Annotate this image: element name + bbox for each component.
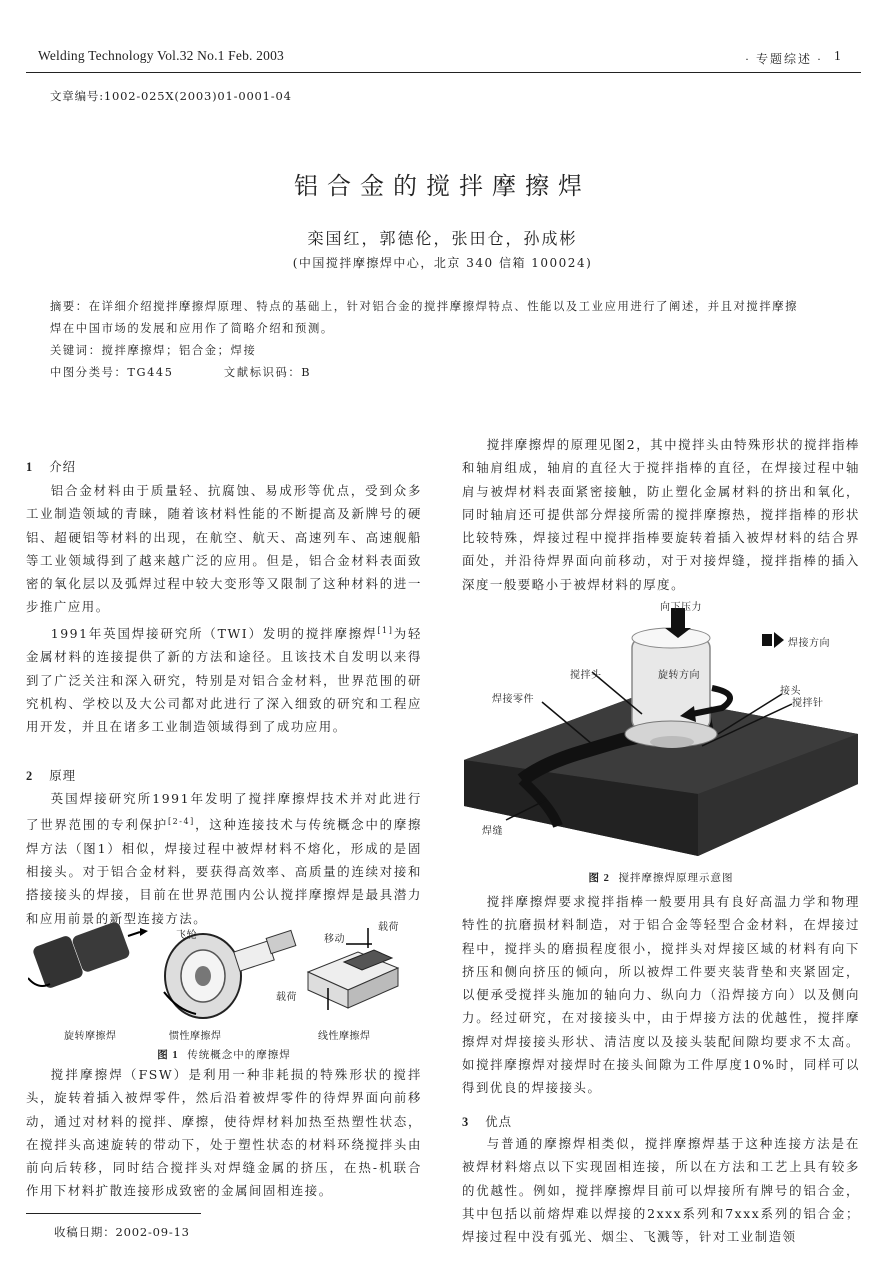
section-2-number: 2 <box>26 769 34 783</box>
linear-welding-illustration <box>308 928 398 1010</box>
s3-p1-text-b: 2xxx系列和7xxx系列的铝合金；焊接过程中没有弧光、烟尘、飞溅等，针对工业制造领 <box>462 1205 861 1245</box>
header-rule <box>26 72 861 73</box>
right-paragraph-2: 搅拌摩擦焊要求搅拌指棒一般要用具有良好高温力学和物理特性的抗磨损材料制造，对于铝合金等轻型合金材料，在焊接过程中，搅拌头的磨损程度很小，搅拌头对焊接区域的材料有向下挤压和侧向挤压的倾向，所以被焊工件要夹装背垫和夹紧固定，以便承受搅拌头施加的轴向力、纵向力（沿焊接方向）以及侧向力。经过研究，在对接接头中，由于焊接方法的优越性，搅拌摩擦焊对焊接接头形状、清洁度以及接头装配间隙均要求不太高。如搅拌摩擦焊对接焊时在接头间隙为工件厚度10%时，同样可以得到优良的焊接接头。 <box>462 894 860 1096</box>
section-2-body-continued <box>26 1063 422 1203</box>
label-load-top: 载荷 <box>378 922 399 933</box>
section-2-heading <box>26 766 76 784</box>
right-paragraph-1: 搅拌摩擦焊的原理见图2，其中搅拌头由特殊形状的搅拌指棒和轴肩组成，轴肩的直径大于搅拌指棒的直径，在焊接过程中轴肩与被焊材料表面紧密接触，防止塑化金属材料的挤出和氧化，同时轴肩还可提供部分焊接所需的搅拌摩擦热，搅拌指棒的形状比较特殊，焊接过程中搅拌指棒要旋转着插入被焊材料的结合界面处，并沿待焊界面向前移动，对于对接焊缝，搅拌指棒的插入深度一般要略小于被焊材料的厚度。 <box>462 437 860 592</box>
s3-p1-text-a: 与普通的摩擦焊相类似，搅拌摩擦焊基于这种连接方法是在被焊材料熔点以下实现固相连接，所以在方法和工艺上具有较多的优越性。例如，搅拌摩擦焊目前可以焊接所有牌号的铝合金，其中包括以前熔焊难以焊接的 <box>462 1136 860 1221</box>
section-1-heading <box>26 457 76 475</box>
reference-1: [1] <box>377 625 394 635</box>
section-3-title: 优点 <box>485 1114 512 1129</box>
figure-2-caption <box>462 870 860 885</box>
figure-1-caption <box>26 1047 422 1062</box>
inertia-welding-illustration <box>164 930 296 1018</box>
s2-p1-text-a: 英国焊接研究所1991年发明了搅拌摩擦焊技术并对此进行了世界范围的专利保护 <box>26 791 422 833</box>
label-part: 焊接零件 <box>492 694 534 705</box>
section-2-paragraph-2: 搅拌摩擦焊（FSW）是利用一种非耗损的特殊形状的搅拌头，旋转着插入被焊零件，然后沿着被焊零件的待焊界面向前移动，通过对材料的搅拌、摩擦，使待焊材料加热至热塑性状态，在搅拌头高速旋转的带动下，处于塑性状态的材料环绕搅拌头由前向后转移，同时结合搅拌头对焊缝金属的挤压，在热-机联合作用下材料扩散连接形成致密的金属间固相连接。 <box>26 1067 422 1199</box>
page-number: 1 <box>834 48 841 63</box>
section-3-number: 3 <box>462 1115 470 1129</box>
section-1-paragraph-2 <box>26 619 422 739</box>
footnote-rule <box>26 1213 201 1214</box>
section-3-paragraph-1 <box>462 1132 860 1248</box>
figure-2-number: 图 2 <box>588 873 610 884</box>
column-label: · 专题综述 · <box>745 52 823 66</box>
journal-header: Welding Technology Vol.32 No.1 Feb. 2003 <box>38 48 284 63</box>
s1-p2-text-b: 为轻金属材料的连接提供了新的方法和途径。且该技术自发明以来得到了广泛关注和深入研究，特别是对铝合金材料，世界范围的研究机构、学校以及大公司都对此进行了深入细致的研究和工程应用开发，并且在诸多工业制造领域得到了成功应用。 <box>26 625 422 735</box>
figure-2 <box>462 594 860 864</box>
label-tool: 搅拌头 <box>570 670 602 681</box>
article-number: 文章编号:1002-025X(2003)01-0001-04 <box>50 89 292 103</box>
label-shoulder: 接头 <box>780 686 801 697</box>
label-inertia: 惯性摩擦焊 <box>169 1031 222 1042</box>
section-3-body <box>462 1132 860 1248</box>
section-2-title: 原理 <box>49 768 76 783</box>
label-rotary: 旋转摩擦焊 <box>64 1031 117 1042</box>
label-down-force: 向下压力 <box>660 602 702 613</box>
figure-1 <box>28 918 420 1028</box>
abstract-line-2: 焊在中国市场的发展和应用作了简略介绍和预测。 <box>50 322 334 335</box>
s2-p1-text-b: ，这种连接技术与传统概念中的摩擦焊方法（图1）相似，焊接过程中被焊材料不熔化，形成的是固相接头。对于铝合金材料，要获得高效率、高质量的连续对接和搭接接头的焊接，目前在世界范围内公认搅拌摩擦焊是最具潜力和应用前景的新型连接方法。 <box>26 817 422 926</box>
rotary-welding-illustration <box>28 921 148 990</box>
label-seam: 焊缝 <box>482 826 503 837</box>
section-2-paragraph-1 <box>26 787 422 930</box>
section-3-heading <box>462 1112 512 1130</box>
section-1-number: 1 <box>26 460 34 474</box>
section-1-body <box>26 479 422 738</box>
reference-2-4: [2-4] <box>167 817 195 827</box>
figure-1-caption-text: 传统概念中的摩擦焊 <box>187 1049 291 1061</box>
article-title: 铝合金的搅拌摩擦焊 <box>294 172 591 200</box>
section-2-body <box>26 787 422 930</box>
label-weld-direction: 焊接方向 <box>788 638 830 649</box>
classification-line <box>50 362 850 384</box>
label-load-bottom: 载荷 <box>276 992 297 1003</box>
label-linear: 线性摩擦焊 <box>318 1031 371 1042</box>
clc-number: 中图分类号：TG445 <box>50 366 174 379</box>
s1-p2-text-a: 1991年英国焊接研究所（TWI）发明的搅拌摩擦焊 <box>50 625 378 641</box>
figure-2-caption-text: 搅拌摩擦焊原理示意图 <box>618 872 734 884</box>
label-flywheel: 飞轮 <box>176 930 197 941</box>
figure-1-drawing <box>28 918 420 1028</box>
abstract-line-1: 摘要：在详细介绍搅拌摩擦焊原理、特点的基础上，针对铝合金的搅拌摩擦焊特点、性能以及工业应用进行了阐述，并且对搅拌摩擦 <box>50 300 799 313</box>
section-2-right-body-2 <box>462 890 860 1100</box>
affiliation: (中国搅拌摩擦焊中心，北京 340 信箱 100024) <box>292 256 593 270</box>
label-rotation: 旋转方向 <box>658 670 700 681</box>
document-code: 文献标识码：B <box>223 366 312 379</box>
label-move: 移动 <box>324 934 345 945</box>
section-1-title: 介绍 <box>49 459 76 474</box>
keywords: 关键词：搅拌摩擦焊；铝合金；焊接 <box>50 344 257 357</box>
authors: 栾国红，郭德伦，张田仓，孙成彬 <box>307 229 578 248</box>
label-pin: 搅拌针 <box>792 698 824 709</box>
abstract <box>50 296 850 384</box>
section-1-paragraph-1: 铝合金材料由于质量轻、抗腐蚀、易成形等优点，受到众多工业制造领域的青睐，随着该材料性能的不断提高及新牌号的硬铝、超硬铝等材料的出现，在航空、航天、高速列车、高速舰船等工业领域得到了越来越广泛的应用。但是，铝合金材料表面致密的氧化层以及弧焊过程中较大变形等又限制了这种材料的进一步推广应用。 <box>26 483 422 615</box>
received-date: 收稿日期：2002-09-13 <box>54 1225 190 1239</box>
figure-1-number: 图 1 <box>157 1050 179 1061</box>
section-2-right-body <box>462 433 860 596</box>
